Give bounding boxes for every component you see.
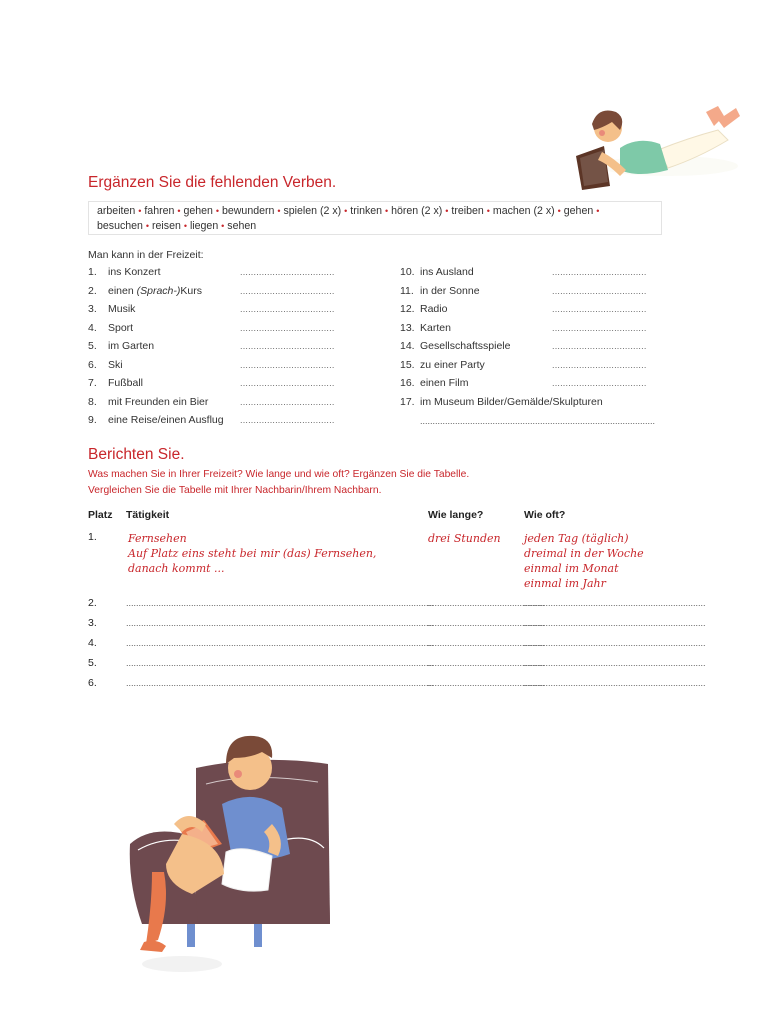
frequency-blank[interactable]: ......................................................................... <box>523 658 706 668</box>
list-item: 12. Radio ................................... <box>400 303 647 315</box>
list-item: 17. im Museum Bilder/Gemälde/Skulpturen <box>400 396 603 408</box>
activity-blank[interactable]: ........................................................................................................................... <box>126 678 434 688</box>
verb: trinken <box>350 205 383 217</box>
frequency-blank[interactable]: ......................................................................... <box>523 678 706 688</box>
list-item: 11. in der Sonne ................................... <box>400 285 647 297</box>
verb: arbeiten <box>97 205 136 217</box>
exercise1-intro: Man kann in der Freizeit: <box>88 249 204 261</box>
list-item: 3. Musik ................................... <box>88 303 335 315</box>
exercise2-instruction-1: Was machen Sie in Ihrer Freizeit? Wie lange und wie oft? Ergänzen Sie die Tabelle. <box>88 469 470 480</box>
list-item: 15. zu einer Party ................................... <box>400 359 647 371</box>
activity-blank[interactable]: ........................................................................................................................... <box>126 598 434 608</box>
lying-reader-illustration <box>568 100 748 190</box>
verb-box <box>88 201 662 235</box>
duration-blank[interactable]: ............................................... <box>427 658 545 668</box>
table-row-num: 2. <box>88 597 97 609</box>
table-row-num: 5. <box>88 657 97 669</box>
header-taetigkeit: Tätigkeit <box>126 509 170 521</box>
verb: besuchen <box>97 220 143 232</box>
table-row-num: 1. <box>88 531 97 543</box>
list-item: 1. ins Konzert ................................... <box>88 266 335 278</box>
example-activity: Fernsehen Auf Platz eins steht bei mir (das) Fernsehen, danach kommt ... <box>128 532 377 575</box>
exercise2-instruction-2: Vergleichen Sie die Tabelle mit Ihrer Nachbarin/Ihrem Nachbarn. <box>88 485 382 496</box>
list-item: 9. eine Reise/einen Ausflug ................................... <box>88 414 335 426</box>
answer-blank[interactable]: ................................... <box>240 397 335 407</box>
list-item: 10. ins Ausland ................................... <box>400 266 647 278</box>
activity-blank[interactable]: ........................................................................................................................... <box>126 618 434 628</box>
frequency-blank[interactable]: ......................................................................... <box>523 598 706 608</box>
answer-blank[interactable]: ................................... <box>240 341 335 351</box>
list-item: 8. mit Freunden ein Bier ................................... <box>88 396 335 408</box>
answer-blank[interactable]: ................................... <box>240 267 335 277</box>
list-item: 6. Ski ................................... <box>88 359 335 371</box>
answer-blank[interactable]: ................................... <box>240 378 335 388</box>
list-item: 2. einen (Sprach-)Kurs ................................... <box>88 285 335 297</box>
answer-blank[interactable]: ................................... <box>240 304 335 314</box>
answer-blank[interactable]: ................................... <box>240 360 335 370</box>
answer-blank[interactable]: ................................... <box>552 304 647 314</box>
list-item: 4. Sport ................................... <box>88 322 335 334</box>
answer-blank[interactable]: ................................... <box>552 360 647 370</box>
frequency-blank[interactable]: ......................................................................... <box>523 638 706 648</box>
verb: sehen <box>227 220 257 232</box>
list-item: 5. im Garten ................................... <box>88 340 335 352</box>
header-wie-lange: Wie lange? <box>428 509 484 521</box>
header-wie-oft: Wie oft? <box>524 509 566 521</box>
answer-blank[interactable]: ................................... <box>240 323 335 333</box>
exercise2-title: Berichten Sie. <box>88 446 185 463</box>
verb: fahren <box>144 205 175 217</box>
frequency-blank[interactable]: ......................................................................... <box>523 618 706 628</box>
table-row-num: 6. <box>88 677 97 689</box>
table-row-num: 4. <box>88 637 97 649</box>
verb: gehen <box>183 205 213 217</box>
verb: reisen <box>152 220 181 232</box>
exercise1-title: Ergänzen Sie die fehlenden Verben. <box>88 174 337 191</box>
verb: bewundern <box>222 205 275 217</box>
answer-blank[interactable]: ................................... <box>552 286 647 296</box>
duration-blank[interactable]: ............................................... <box>427 618 545 628</box>
verb-line-1: arbeiten • fahren • gehen • bewundern • spielen (2 x) • trinken • hören (2 x) • treiben • machen (2 x) • gehen • <box>97 205 600 217</box>
duration-blank[interactable]: ............................................... <box>427 598 545 608</box>
answer-blank[interactable]: ................................... <box>552 378 647 388</box>
answer-blank[interactable]: ................................... <box>552 267 647 277</box>
header-platz: Platz <box>88 509 113 521</box>
verb: liegen <box>189 220 219 232</box>
example-duration: drei Stunden <box>428 532 501 545</box>
verb: gehen <box>563 205 594 217</box>
duration-blank[interactable]: ............................................... <box>427 678 545 688</box>
duration-blank[interactable]: ............................................... <box>427 638 545 648</box>
list-item: 16. einen Film ................................... <box>400 377 647 389</box>
verb: treiben <box>451 205 484 217</box>
answer-blank[interactable]: ................................... <box>240 286 335 296</box>
list-item: 7. Fußball ................................... <box>88 377 335 389</box>
verb: machen (2 x) <box>492 205 555 217</box>
answer-blank[interactable]: .............................................................................................. <box>420 416 656 426</box>
verb-line-2: besuchen • reisen • liegen • sehen <box>97 220 257 232</box>
activity-blank[interactable]: ........................................................................................................................... <box>126 658 434 668</box>
answer-blank[interactable]: ................................... <box>552 323 647 333</box>
answer-blank[interactable]: ................................... <box>552 341 647 351</box>
list-item: 13. Karten ................................... <box>400 322 647 334</box>
example-frequency: jeden Tag (täglich) dreimal in der Woche einmal im Monat einmal im Jahr <box>524 532 644 590</box>
table-row-num: 3. <box>88 617 97 629</box>
verb: hören (2 x) <box>391 205 443 217</box>
answer-blank[interactable]: ................................... <box>240 415 335 425</box>
armchair-reader-illustration <box>122 724 342 984</box>
verb: spielen (2 x) <box>283 205 342 217</box>
list-item: 14. Gesellschaftsspiele ................................... <box>400 340 647 352</box>
activity-blank[interactable]: ........................................................................................................................... <box>126 638 434 648</box>
